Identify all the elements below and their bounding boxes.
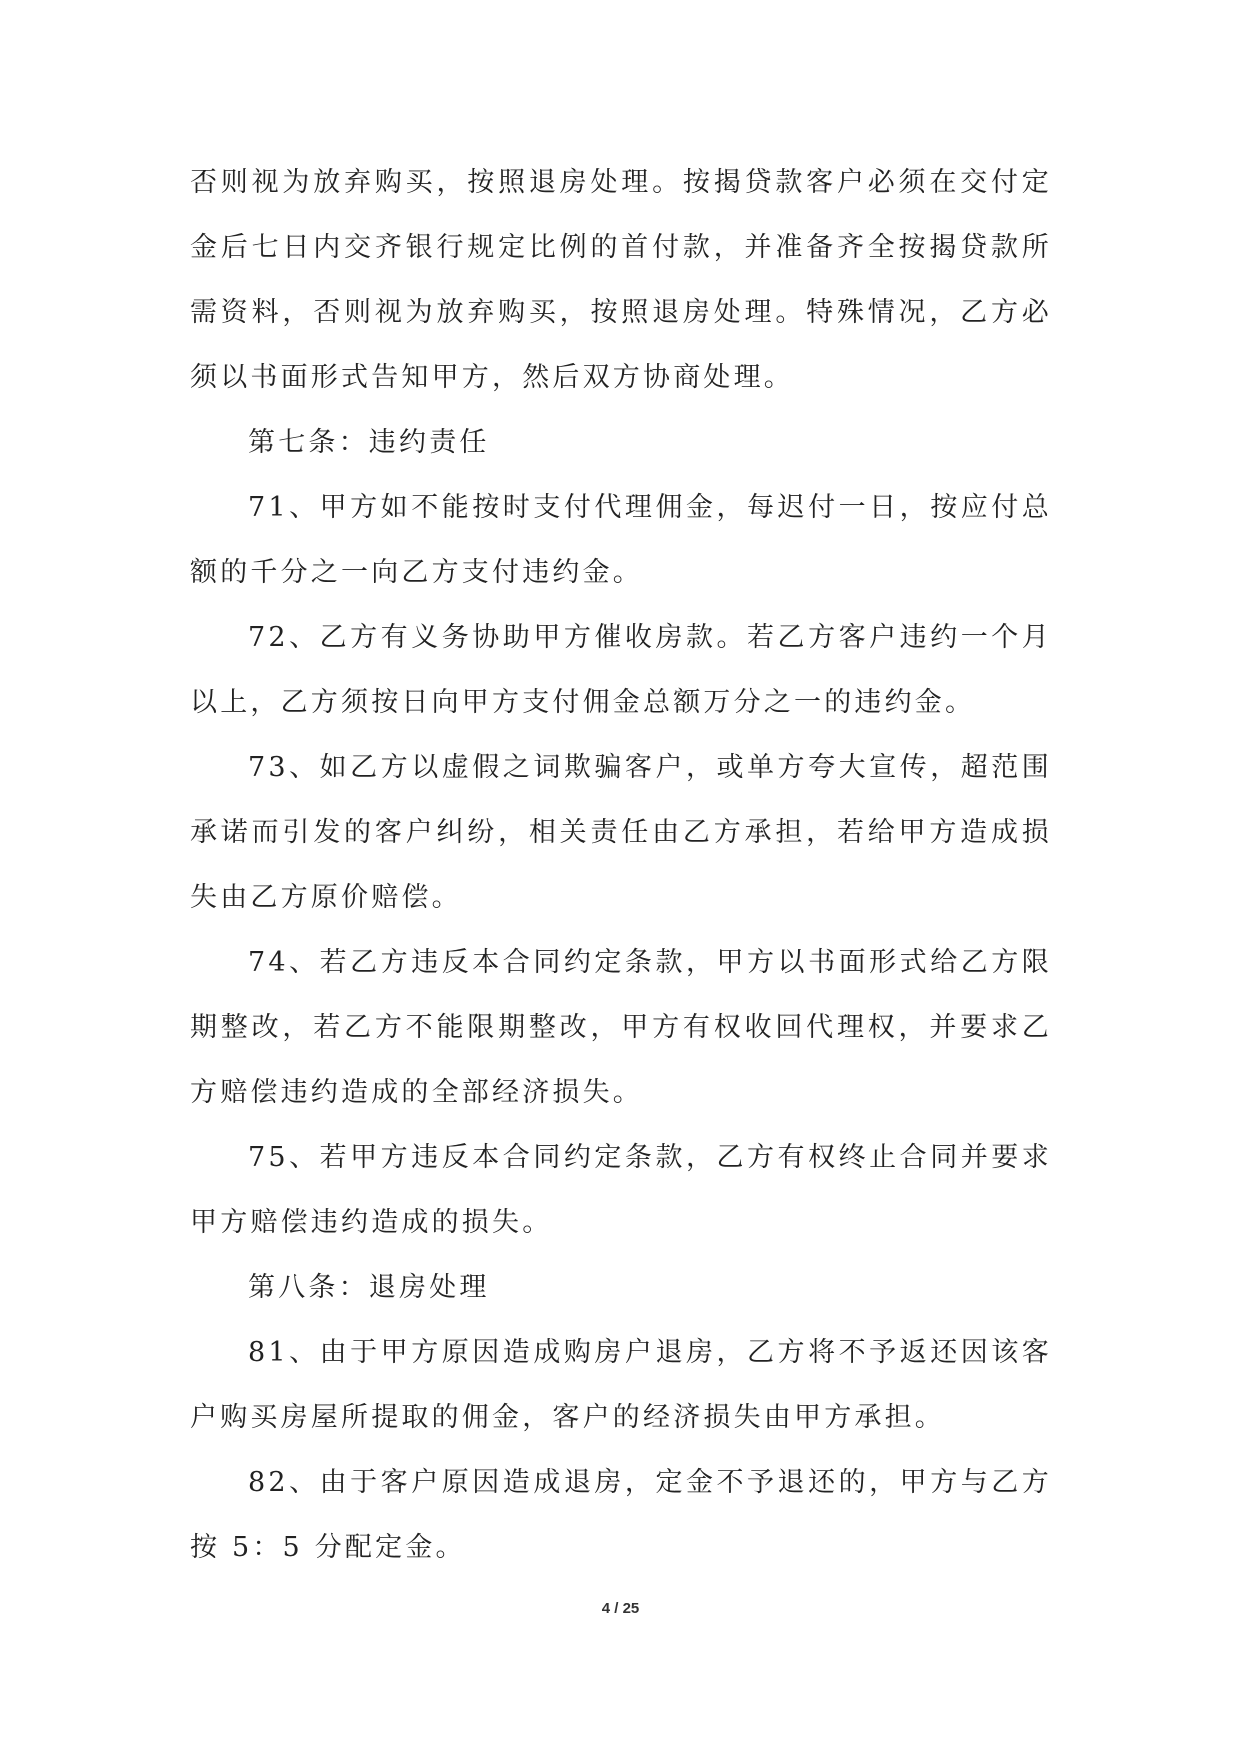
section-heading-article-7: 第七条：违约责任 — [248, 427, 490, 458]
clause-81: 81、由于甲方原因造成购房户退房，乙方将不予返还因该客户购买房屋所提取的佣金，客户的经济损失由甲方承担。 — [190, 1337, 1052, 1433]
clause-82: 82、由于客户原因造成退房，定金不予退还的，甲方与乙方按 5：5 分配定金。 — [190, 1467, 1052, 1563]
clause-73: 73、如乙方以虚假之词欺骗客户，或单方夸大宣传，超范围承诺而引发的客户纠纷，相关责任由乙方承担，若给甲方造成损失由乙方原价赔偿。 — [190, 752, 1052, 913]
page-number: 4 / 25 — [601, 1600, 640, 1617]
clause-72: 72、乙方有义务协助甲方催收房款。若乙方客户违约一个月以上，乙方须按日向甲方支付佣金总额万分之一的违约金。 — [190, 622, 1052, 718]
clause-71: 71、甲方如不能按时支付代理佣金，每迟付一日，按应付总额的千分之一向乙方支付违约金。 — [190, 492, 1052, 588]
clause-74: 74、若乙方违反本合同约定条款，甲方以书面形式给乙方限期整改，若乙方不能限期整改，甲方有权收回代理权，并要求乙方赔偿违约造成的全部经济损失。 — [190, 947, 1052, 1108]
document-body — [190, 150, 1052, 1580]
clause-75: 75、若甲方违反本合同约定条款，乙方有权终止合同并要求甲方赔偿违约造成的损失。 — [190, 1142, 1052, 1238]
section-heading-article-8: 第八条：退房处理 — [248, 1272, 490, 1303]
paragraph-continuation: 否则视为放弃购买，按照退房处理。按揭贷款客户必须在交付定金后七日内交齐银行规定比例的首付款，并准备齐全按揭贷款所需资料，否则视为放弃购买，按照退房处理。特殊情况，乙方必须以书面形式告知甲方，然后双方协商处理。 — [190, 167, 1052, 393]
